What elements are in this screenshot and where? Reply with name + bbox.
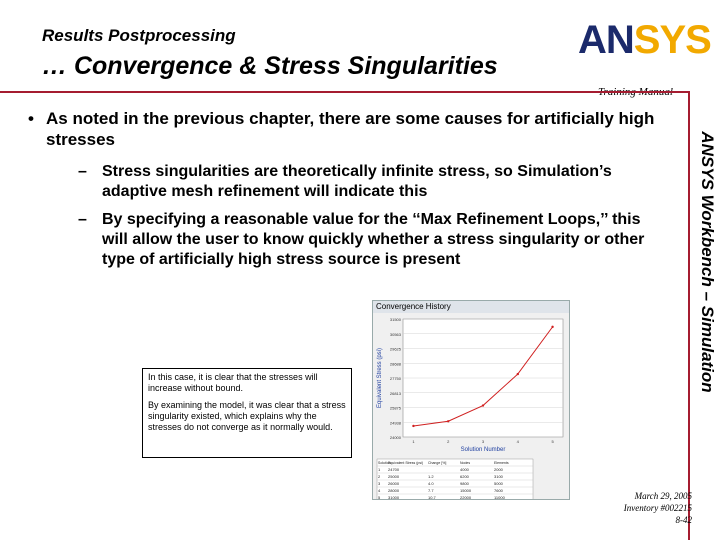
y-tick-label: 30563 [389,331,401,337]
table-cell: 4 [378,488,381,493]
table-cell: 4.0 [428,481,434,486]
main-bullet-text: As noted in the previous chapter, there are some causes for artificially high stresses [46,109,655,149]
bullet-mark: • [28,109,34,128]
sub-bullet-1 [78,162,642,202]
main-bullet [28,108,666,150]
table-cell: 28000 [388,488,400,493]
convergence-table [377,459,533,499]
x-tick-label: 1 [412,439,415,444]
stress-point [482,404,484,406]
logo-an: AN [578,18,634,62]
dash-mark-1: – [78,163,87,180]
x-axis-label: Solution Number [460,447,506,453]
convergence-history-window [372,300,570,500]
logo-sys: SYS [633,18,711,62]
table-cell: 1 [378,467,381,472]
table-cell: 6200 [460,474,469,479]
sub-bullet-2 [78,210,662,270]
table-header-cell: Change [%] [428,461,447,465]
table-cell: 10.7 [428,495,436,499]
page-title: … Convergence & Stress Singularities [42,52,498,80]
table-cell: 5000 [494,481,503,486]
y-axis-label: Equivalent Stress (psi) [377,347,383,409]
table-cell: 2 [378,474,381,479]
table-cell: 31000 [388,495,400,499]
y-tick-label: 27750 [389,376,401,381]
y-tick-label: 31500 [389,317,401,322]
table-cell: 1.2 [428,474,434,479]
sub-bullet-1-text: Stress singularities are theoretically infinite stress, so Simulation’s adaptive mesh refinement will indicate this [102,163,612,200]
y-tick-label: 29625 [389,346,401,352]
table-header-cell: Elements [494,461,509,465]
table-cell: 26000 [388,481,400,486]
convergence-chart [373,313,569,499]
x-tick-label: 2 [447,439,450,444]
y-tick-label: 28688 [389,361,401,367]
table-cell: 22000 [460,495,472,499]
callout-text-2: By examining the model, it was clear that a stress singularity existed, which explains why the stresses do not converge as it normally would. [148,400,346,432]
convergence-window-title: Convergence History [373,301,569,313]
table-cell: 25000 [388,474,400,479]
footer [560,490,692,526]
table-frame [377,459,533,499]
x-tick-label: 5 [551,439,554,444]
table-header-cell: Solution [378,461,391,465]
ansys-logo [578,18,711,62]
table-header-cell: Equivalent Stress (psi) [388,461,424,465]
section-title: Results Postprocessing [42,26,236,45]
table-cell: 7600 [494,488,503,493]
table-cell: 3100 [494,474,503,479]
footer-inventory: Inventory #002215 [623,503,692,513]
table-cell: 9800 [460,481,469,486]
footer-date: March 29, 2005 [634,491,692,501]
stress-point [517,373,519,375]
dash-mark-2: – [78,211,87,228]
stress-point [412,425,414,427]
stress-point [447,420,449,422]
header-rule [0,91,688,93]
table-header-cell: Nodes [460,461,471,465]
table-cell: 3 [378,481,381,486]
x-tick-label: 3 [481,439,485,444]
sub-bullet-2-text: By specifying a reasonable value for the ‘‘Max Refinement Loops,’’ this will allow the user to know quickly whether a stress singularity or other type of artificially high stress source is present [102,211,645,268]
callout-text-1: In this case, it is clear that the stresses will increase without bound. [148,372,318,393]
table-cell: 4000 [460,467,469,472]
stress-point [551,326,553,328]
y-tick-label: 24000 [389,435,401,440]
table-cell: 5 [378,495,381,499]
y-tick-label: 24938 [389,420,401,426]
callout-box [142,368,352,458]
footer-page: 8-42 [675,515,692,525]
y-tick-label: 25875 [389,405,401,411]
table-cell: 7.7 [428,488,434,493]
sidebar-text: ANSYS Workbench – Simulation [698,131,717,393]
table-cell: 11000 [494,495,505,499]
table-cell: 24700 [388,467,400,472]
y-ticks [390,317,402,440]
x-ticks [412,439,554,444]
x-tick-label: 4 [516,439,519,444]
sidebar-rule [688,91,690,540]
sidebar-label [696,112,718,412]
table-cell: 15000 [460,488,472,493]
table-cell: 2000 [494,467,503,472]
y-tick-label: 26813 [389,390,401,396]
